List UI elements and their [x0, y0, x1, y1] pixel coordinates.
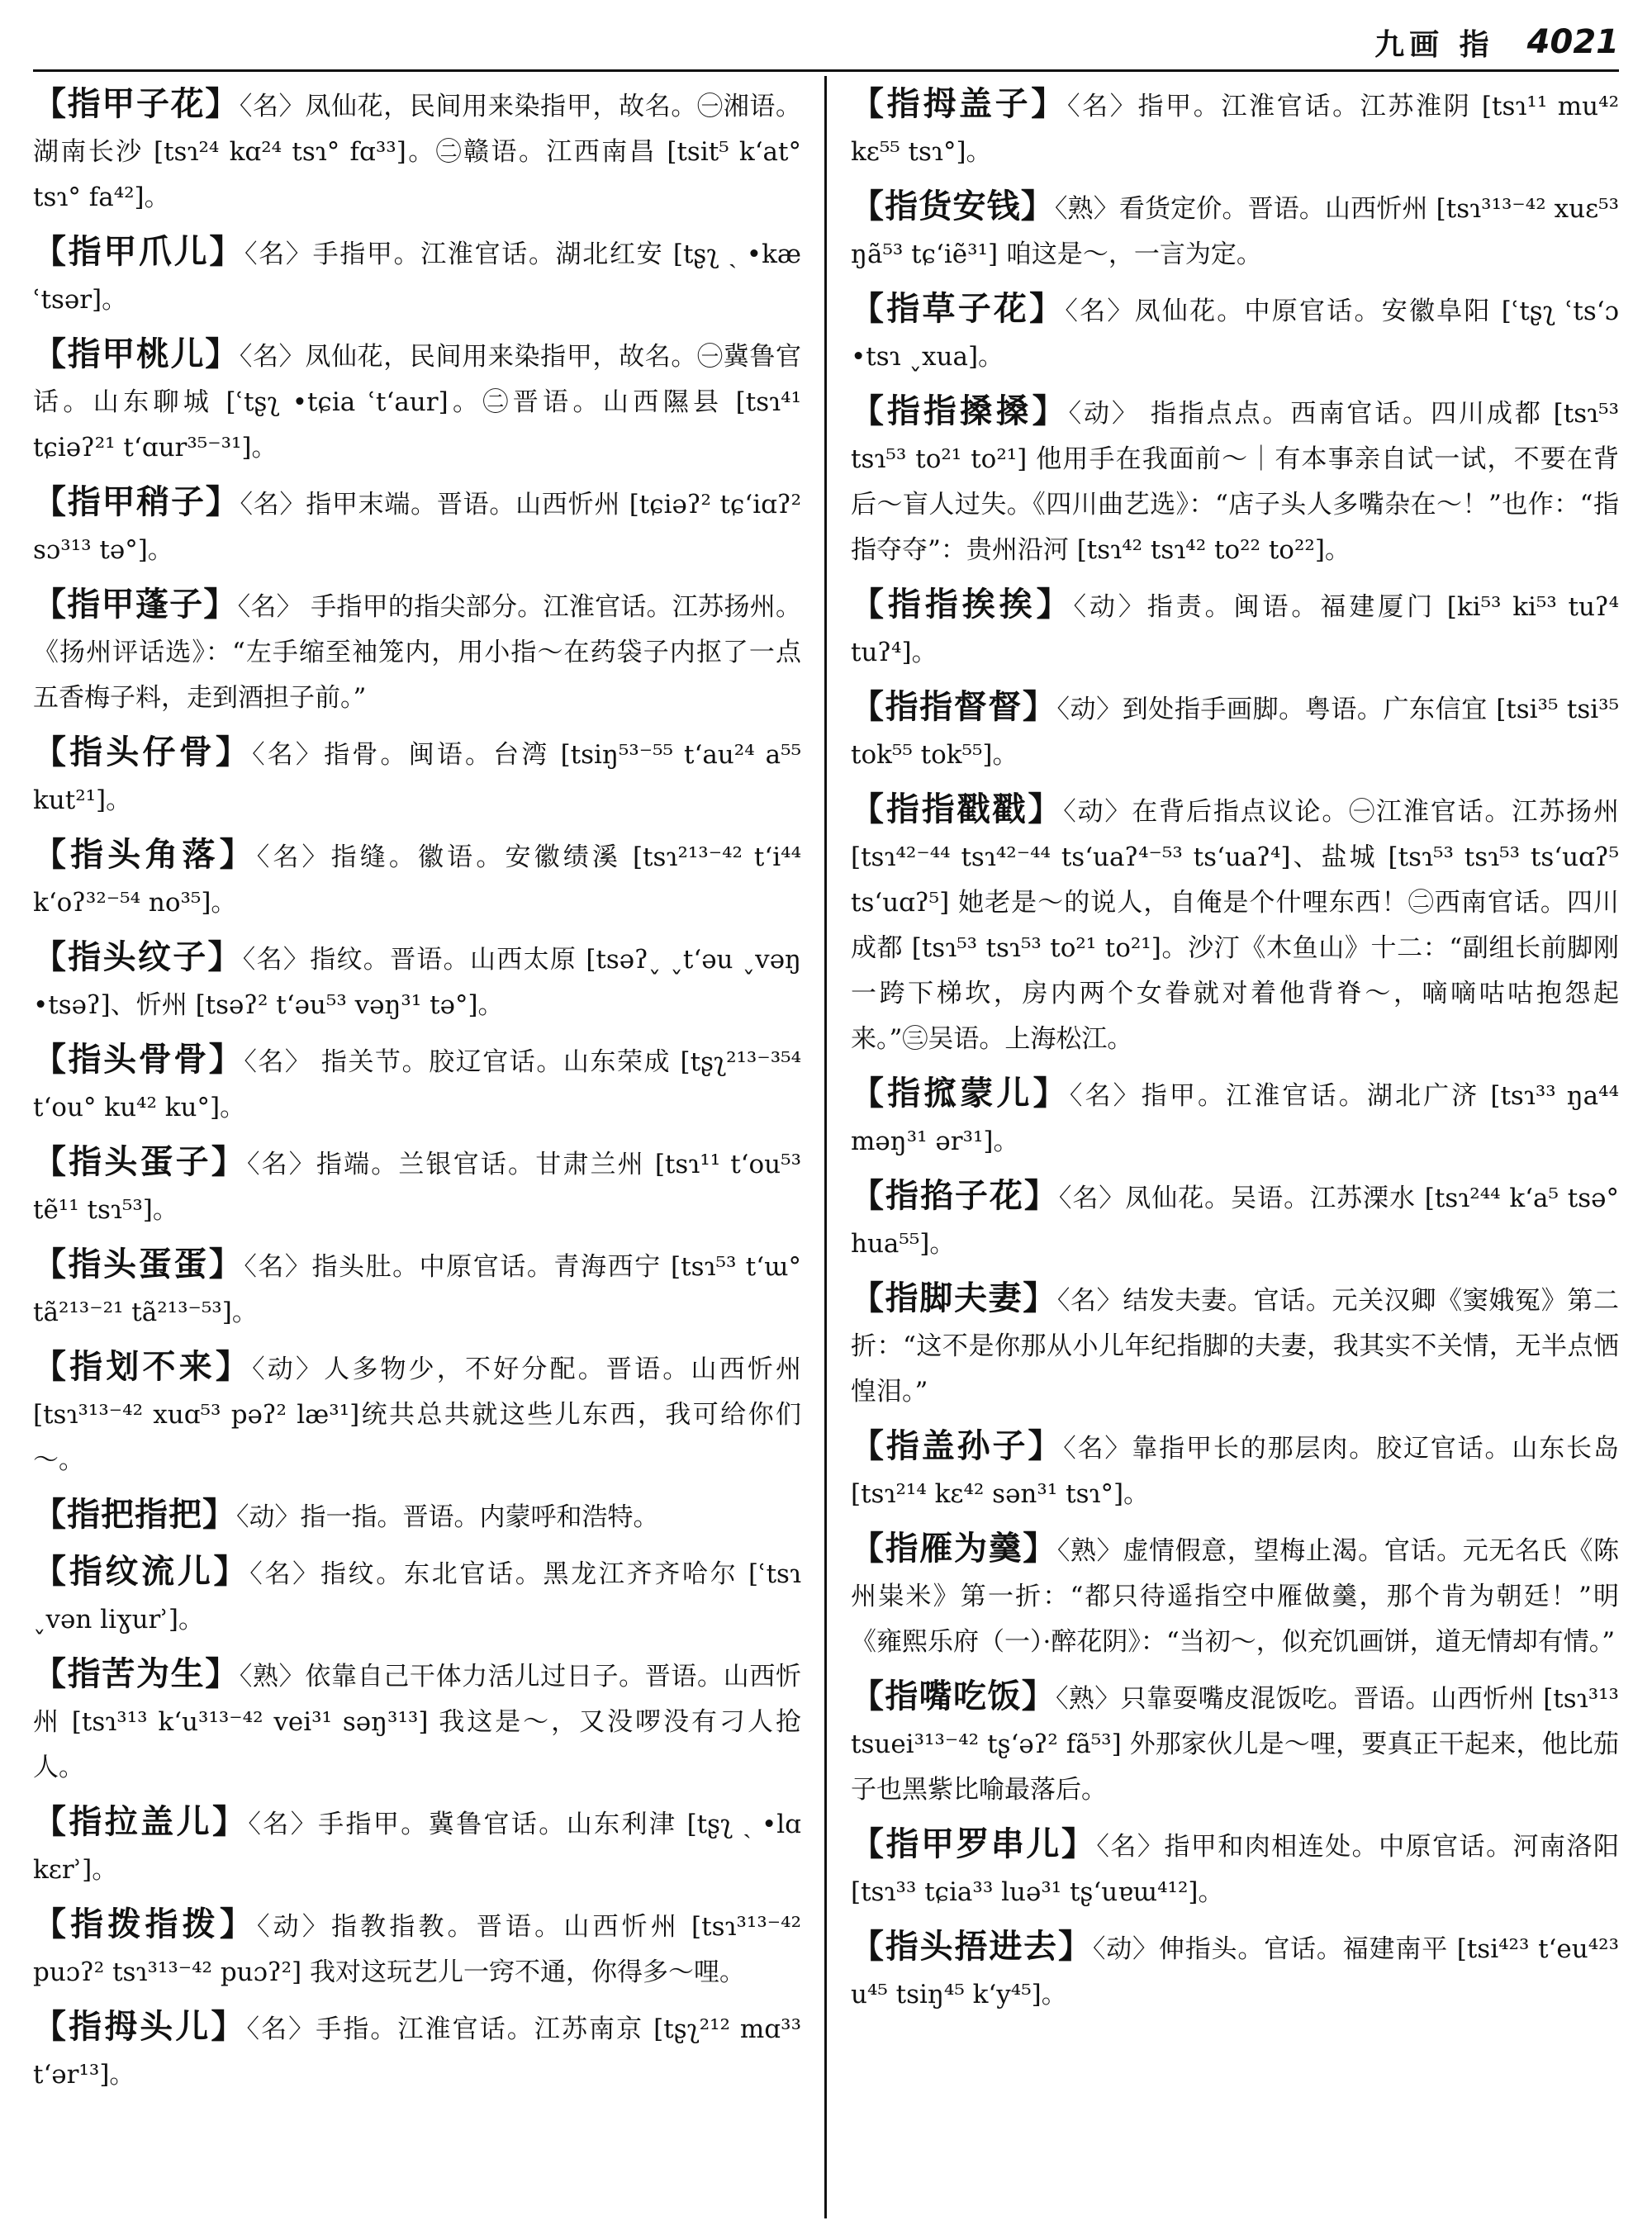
entry-definition: 〈动〉指责。闽语。福建厦门 [ki⁵³ ki⁵³ tuʔ⁴ tuʔ⁴]。: [851, 592, 1620, 667]
entry-headword: 【指掐子花】: [851, 1176, 1059, 1215]
dictionary-entry: [33, 934, 801, 1028]
dictionary-entry: [851, 81, 1619, 175]
entry-headword: 【指苦为生】: [33, 1654, 240, 1693]
dictionary-entry: [851, 581, 1619, 676]
entry-headword: 【指头纹子】: [33, 937, 243, 976]
entry-definition: 〈名〉凤仙花，民间用来染指甲，故名。㊀湘语。湖南长沙 [tsɿ²⁴ kɑ²⁴ tsɿ° fɑ³³]。㊁赣语。江西南昌 [tsit⁵ k‘at° tsɿ° fa⁴²]。: [33, 92, 801, 212]
entry-headword: 【指头捂进去】: [851, 1927, 1093, 1966]
entry-headword: 【指头蛋子】: [33, 1142, 247, 1181]
dictionary-entry: [33, 81, 801, 221]
entry-definition: 〈名〉指甲和肉相连处。中原官话。河南洛阳 [tsɿ³³ tɕia³³ luə³¹ tʂ‘uɐɯ⁴¹²]。: [851, 1832, 1620, 1907]
entry-definition: 〈熟〉虚情假意，望梅止渴。官话。元无名氏《陈州粜米》第一折：“都只待遥指空中雁做羹，那个肯为朝廷！”明《雍熙乐府（一）·醉花阴》：“当初～，似充饥画饼，道无情却有情。”: [851, 1536, 1619, 1657]
dictionary-entry: [33, 479, 801, 573]
dictionary-entry: [851, 1525, 1619, 1665]
dictionary-entry: [33, 1241, 801, 1336]
dictionary-entry: [33, 1901, 801, 1995]
dictionary-entry: [33, 1344, 801, 1483]
dictionary-entry: [851, 1423, 1619, 1517]
entry-headword: 【指拨指拨】: [33, 1905, 257, 1943]
dictionary-entry: [851, 1275, 1619, 1415]
entry-definition: 〈名〉凤仙花。吴语。江苏溧水 [tsɿ²⁴⁴ k‘a⁵ tsə° hua⁵⁵]。: [851, 1184, 1619, 1259]
right-column: [851, 81, 1619, 2026]
column-divider: [824, 76, 827, 2218]
entry-headword: 【指头仔骨】: [33, 733, 253, 771]
dictionary-entry: [851, 1924, 1619, 2018]
entry-headword: 【指甲子花】: [33, 84, 240, 123]
dictionary-entry: [851, 786, 1619, 1062]
entry-headword: 【指盖孙子】: [851, 1426, 1064, 1465]
dictionary-entry: [851, 388, 1619, 573]
entry-headword: 【指指督督】: [851, 687, 1057, 726]
dictionary-entry: [33, 1549, 801, 1643]
entry-definition: 〈名〉指纹。晋语。山西太原 [tsəʔ˯ ˯t‘əu ˯vəŋ •tsəʔ]、忻州 [tsəʔ² t‘əu⁵³ vəŋ³¹ tə°]。: [33, 945, 802, 1020]
entry-definition: 〈名〉靠指甲长的那层肉。胶辽官话。山东长岛 [tsɿ²¹⁴ kɛ⁴² sən³¹ tsɿ°]。: [851, 1434, 1620, 1509]
entry-definition: 〈熟〉依靠自己干体力活儿过日子。晋语。山西忻州 [tsɿ³¹³ k‘u³¹³⁻⁴² vei³¹ səŋ³¹³] 我这是～，又没啰没有刁人抢人。: [33, 1662, 801, 1782]
page-header: [33, 13, 1619, 71]
entry-definition: 〈动〉到处指手画脚。粤语。广东信宜 [tsi³⁵ tsi³⁵ tok⁵⁵ tok⁵⁵]。: [851, 695, 1620, 770]
section-title: 九画 指: [1374, 26, 1494, 62]
entry-headword: 【指头骨骨】: [33, 1040, 244, 1079]
dictionary-entry: [851, 1173, 1619, 1267]
entry-headword: 【指指挨挨】: [851, 585, 1074, 624]
entry-headword: 【指甲桃儿】: [33, 334, 240, 373]
page-number: 4021: [1526, 23, 1619, 61]
entry-headword: 【指把指把】: [33, 1495, 236, 1534]
dictionary-entry: [33, 1799, 801, 1893]
entry-headword: 【指甲罗串儿】: [851, 1824, 1097, 1863]
entry-definition: 〈名〉 手指甲的指尖部分。江淮官话。江苏扬州。《扬州评话选》：“左手缩至袖笼内，用小指～在药袋子内抠了一点五香梅子料，走到酒担子前。”: [33, 592, 801, 713]
dictionary-entry: [851, 1673, 1619, 1813]
entry-definition: 〈名〉指缝。徽语。安徽绩溪 [tsɿ²¹³⁻⁴² t‘i⁴⁴ k‘oʔ³²⁻⁵⁴ no³⁵]。: [33, 842, 802, 918]
entry-headword: 【指拉盖儿】: [33, 1802, 249, 1841]
header-rule: [33, 69, 1619, 72]
entry-headword: 【指甲蓬子】: [33, 585, 238, 624]
entry-definition: 〈名〉凤仙花。中原官话。安徽阜阳 [ʿtʂʅ ʿts‘ɔ •tsɿ ˯xua]。: [851, 297, 1619, 372]
entry-definition: 〈名〉指头肚。中原官话。青海西宁 [tsɿ⁵³ t‘ɯ° tã²¹³⁻²¹ tã²¹³⁻⁵³]。: [33, 1252, 801, 1327]
entry-definition: 〈名〉指甲。江淮官话。江苏淮阴 [tsɿ¹¹ mu⁴² kɛ⁵⁵ tsɿ°]。: [851, 92, 1620, 167]
entry-definition: 〈名〉凤仙花，民间用来染指甲，故名。㊀冀鲁官话。山东聊城 [ʿtʂʅ •tɕia ʿt‘aur]。㊁晋语。山西隰县 [tsɿ⁴¹ tɕiəʔ²¹ t‘ɑur³⁵⁻³¹]。: [33, 342, 801, 463]
dictionary-entry: [33, 2004, 801, 2098]
entry-headword: 【指雁为羹】: [851, 1529, 1057, 1568]
entry-headword: 【指划不来】: [33, 1347, 253, 1386]
dictionary-entry: [33, 729, 801, 823]
entry-definition: 〈动〉指一指。晋语。内蒙呼和浩特。: [236, 1502, 659, 1532]
entry-definition: 〈熟〉只靠耍嘴皮混饭吃。晋语。山西忻州 [tsɿ³¹³ tsuei³¹³⁻⁴² tʂ‘əʔ² fã⁵³] 外那家伙儿是～哩，要真正干起来，他比茄子也黑紫比喻最落后。: [851, 1684, 1619, 1805]
entry-headword: 【指草子花】: [851, 289, 1066, 328]
dictionary-entry: [851, 183, 1619, 278]
entry-headword: 【指脚夫妻】: [851, 1279, 1057, 1317]
dictionary-entry: [851, 1070, 1619, 1165]
entry-headword: 【指甲稍子】: [33, 482, 240, 521]
entry-definition: 〈动〉人多物少，不好分配。晋语。山西忻州 [tsɿ³¹³⁻⁴² xuɑ⁵³ pəʔ² læ³¹]统共总共就这些儿东西，我可给你们～。: [33, 1355, 802, 1475]
entry-headword: 【指拇头儿】: [33, 2007, 247, 2046]
dictionary-entry: [33, 1492, 801, 1540]
dictionary-entry: [33, 1139, 801, 1233]
entry-definition: 〈名〉 指关节。胶辽官话。山东荣成 [tʂʅ²¹³⁻³⁵⁴ t‘ou° ku⁴² ku°]。: [33, 1047, 801, 1122]
dictionary-entry: [33, 331, 801, 471]
dictionary-entry: [851, 1821, 1619, 1915]
dictionary-entry: [33, 581, 801, 721]
entry-definition: 〈动〉伸指头。官话。福建南平 [tsi⁴²³ t‘eu⁴²³ u⁴⁵ tsiŋ⁴⁵ k‘y⁴⁵]。: [851, 1934, 1619, 2009]
dictionary-entry: [851, 684, 1619, 778]
dictionary-entry: [33, 1651, 801, 1791]
entry-headword: 【指货安钱】: [851, 187, 1055, 225]
entry-headword: 【指头蛋蛋】: [33, 1245, 244, 1283]
entry-headword: 【指拇盖子】: [851, 84, 1067, 123]
entry-definition: 〈名〉结发夫妻。官话。元关汉卿《窦娥冤》第二折：“这不是你那从小儿年纪指脚的夫妻，我其实不关情，无半点恓惶泪。”: [851, 1286, 1619, 1407]
entry-definition: 〈动〉指教指教。晋语。山西忻州 [tsɿ³¹³⁻⁴² puɔʔ² tsɿ³¹³⁻⁴² puɔʔ²] 我对这玩艺儿一窍不通，你得多～哩。: [33, 1912, 802, 1987]
entry-definition: 〈名〉手指甲。冀鲁官话。山东利津 [tʂʅ ˏ •lɑ kɛrʾ]。: [33, 1810, 801, 1885]
entry-headword: 【指指搡搡】: [851, 391, 1069, 430]
entry-headword: 【指头角落】: [33, 835, 257, 874]
entry-definition: 〈名〉指骨。闽语。台湾 [tsiŋ⁵³⁻⁵⁵ t‘au²⁴ a⁵⁵ kut²¹]。: [33, 740, 801, 815]
entry-definition: 〈熟〉看货定价。晋语。山西忻州 [tsɿ³¹³⁻⁴² xuɛ⁵³ ŋã⁵³ tɕ‘iẽ³¹] 咱这是～，一言为定。: [851, 194, 1620, 269]
entry-definition: 〈动〉 指指点点。西南官话。四川成都 [tsɿ⁵³ tsɿ⁵³ to²¹ to²¹] 他用手在我面前～｜有本事亲自试一试，不要在背后～盲人过失。《四川曲艺选》：“店子头人多嘴杂在～！”也作：“指指夺夺”：贵州沿河 [tsɿ⁴² tsɿ⁴² to²² to²²]。: [851, 399, 1619, 565]
entry-definition: 〈名〉指甲。江淮官话。湖北广济 [tsɿ³³ ŋa⁴⁴ məŋ³¹ ər³¹]。: [851, 1081, 1620, 1156]
entry-definition: 〈名〉指纹。东北官话。黑龙江齐齐哈尔 [ʿtsɿ ˯vən liɣurʾ]。: [33, 1559, 801, 1635]
entry-headword: 【指纹流儿】: [33, 1552, 250, 1591]
dictionary-entry: [851, 286, 1619, 380]
dictionary-entry: [33, 1037, 801, 1131]
left-column: [33, 81, 801, 2106]
entry-definition: 〈名〉指端。兰银官话。甘肃兰州 [tsɿ¹¹ t‘ou⁵³ tẽ¹¹ tsɿ⁵³]。: [33, 1150, 801, 1225]
entry-headword: 【指指戳戳】: [851, 790, 1064, 828]
dictionary-entry: [33, 832, 801, 926]
entry-definition: 〈名〉指甲末端。晋语。山西忻州 [tɕiəʔ² tɕ‘iɑʔ² sɔ³¹³ tə°]。: [33, 490, 801, 565]
entry-definition: 〈名〉手指甲。江淮官话。湖北红安 [tʂʅ ˏ •kæ ʿtsər]。: [33, 240, 801, 315]
entry-definition: 〈名〉手指。江淮官话。江苏南京 [tʂʅ²¹² mɑ³³ t‘ər¹³]。: [33, 2014, 802, 2090]
entry-headword: 【指搲蒙儿】: [851, 1074, 1070, 1113]
entry-headword: 【指甲爪儿】: [33, 232, 245, 271]
entry-headword: 【指嘴吃饭】: [851, 1677, 1056, 1715]
dictionary-entry: [33, 229, 801, 323]
entry-definition: 〈动〉在背后指点议论。㊀江淮官话。江苏扬州 [tsɿ⁴²⁻⁴⁴ tsɿ⁴²⁻⁴⁴ ts‘uaʔ⁴⁻⁵³ ts‘uaʔ⁴]、盐城 [tsɿ⁵³ tsɿ⁵³ ts‘uɑʔ⁵ ts‘uɑʔ⁵] 她老是～的说人，自俺是个什哩东西！㊁西南官话。四川成都 [tsɿ⁵³ tsɿ⁵³ to²¹ to²¹]。沙汀《木鱼山》十二：“副组长前脚刚一跨下梯坎，房内两个女眷就对着他背脊～，嘀嘀咕咕抱怨起来。”㊂吴语。上海松江。: [851, 797, 1620, 1054]
